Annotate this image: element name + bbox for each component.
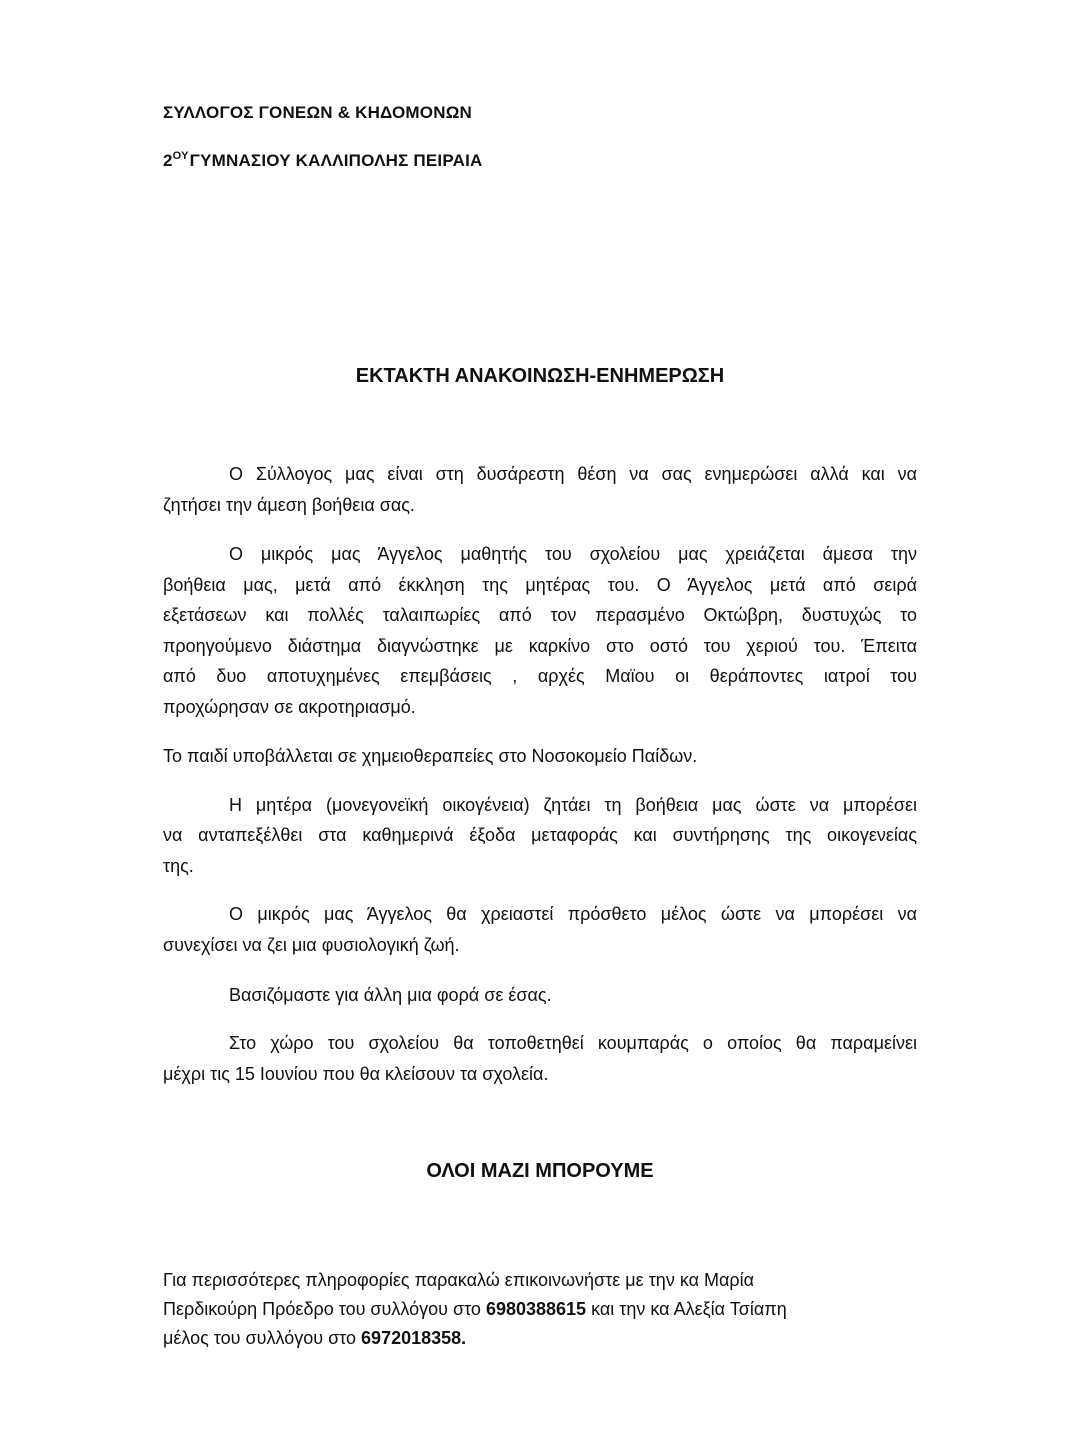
- contact-text: Περδικούρη Πρόεδρο του συλλόγου στο: [163, 1299, 486, 1319]
- paragraph-1-line-1: Ο Σύλλογος μας είναι στη δυσάρεστη θέση να σας ενημερώσει αλλά και να: [229, 464, 917, 484]
- announcement-title: ΕΚΤΑΚΤΗ ΑΝΑΚΟΙΝΩΣΗ-ΕΝΗΜΕΡΩΣΗ: [355, 365, 725, 387]
- paragraph-2-line-2: βοήθεια μας, μετά από έκκληση της μητέρας του. Ο Άγγελος μετά από σειρά: [163, 575, 917, 595]
- paragraph-1-line-2: ζητήσει την άμεση βοήθεια σας.: [163, 495, 415, 515]
- paragraph-2-line-4: προηγούμενο διάστημα διαγνώστηκε με καρκίνο στο οστό του χεριού του. Έπειτα: [163, 636, 917, 656]
- school-number: 2: [163, 151, 173, 170]
- paragraph-2-line-3: εξετάσεων και πολλές ταλαιπωρίες από τον περασμένο Οκτώβρη, δυστυχώς το: [163, 605, 917, 625]
- paragraph-3-line-1: Το παιδί υποβάλλεται σε χημειοθεραπείες στο Νοσοκομείο Παίδων.: [163, 746, 698, 766]
- org-name-line: ΣΥΛΛΟΓΟΣ ΓΟΝΕΩΝ & ΚΗΔΟΜΟΝΩΝ: [163, 103, 473, 122]
- paragraph-4-line-3: της.: [163, 856, 194, 876]
- paragraph-7-line-2: μέχρι τις 15 Ιουνίου που θα κλείσουν τα σχολεία.: [163, 1064, 549, 1084]
- contact-line-1: Για περισσότερες πληροφορίες παρακαλώ επικοινωνήστε με την κα Μαρία: [163, 1270, 755, 1290]
- paragraph-2-line-1: Ο μικρός μας Άγγελος μαθητής του σχολείου μας χρειάζεται άμεσα την: [229, 544, 917, 564]
- paragraph-5-line-1: Ο μικρός μας Άγγελος θα χρειαστεί πρόσθετο μέλος ώστε να μπορέσει να: [229, 904, 917, 924]
- school-name: ΓΥΜΝΑΣΙΟΥ ΚΑΛΛΙΠΟΛΗΣ ΠΕΙΡΑΙΑ: [189, 151, 483, 170]
- paragraph-4-line-2: να ανταπεξέλθει στα καθημερινά έξοδα μεταφοράς και συντήρησης της οικογενείας: [163, 825, 917, 845]
- paragraph-7-line-1: Στο χώρο του σχολείου θα τοποθετηθεί κουμπαράς ο οποίος θα παραμείνει: [229, 1033, 917, 1053]
- contact-text: και την κα Αλεξία Τσίαπη: [586, 1299, 787, 1319]
- school-name-line: [163, 150, 483, 171]
- paragraph-2-line-6: προχώρησαν σε ακροτηριασμό.: [163, 697, 416, 717]
- contact-line-3: [163, 1327, 917, 1349]
- slogan-heading: ΟΛΟΙ ΜΑΖΙ ΜΠΟΡΟΥΜΕ: [426, 1160, 654, 1182]
- member-phone: 6972018358.: [361, 1328, 467, 1348]
- paragraph-4-line-1: Η μητέρα (μονεγονεϊκή οικογένεια) ζητάει τη βοήθεια μας ώστε να μπορέσει: [229, 795, 917, 815]
- paragraph-5-line-2: συνεχίσει να ζει μια φυσιολογική ζωή.: [163, 935, 460, 955]
- paragraph-6-line-1: Βασιζόμαστε για άλλη μια φορά σε έσας.: [229, 985, 552, 1005]
- contact-line-2: [163, 1298, 917, 1320]
- contact-text: μέλος του συλλόγου στο: [163, 1328, 362, 1348]
- president-phone: 6980388615: [485, 1299, 587, 1319]
- school-number-suffix: ΟΥ: [172, 150, 189, 162]
- paragraph-2-line-5: από δυο αποτυχημένες επεμβάσεις , αρχές Μαϊου οι θεράποντες ιατροί του: [163, 666, 917, 686]
